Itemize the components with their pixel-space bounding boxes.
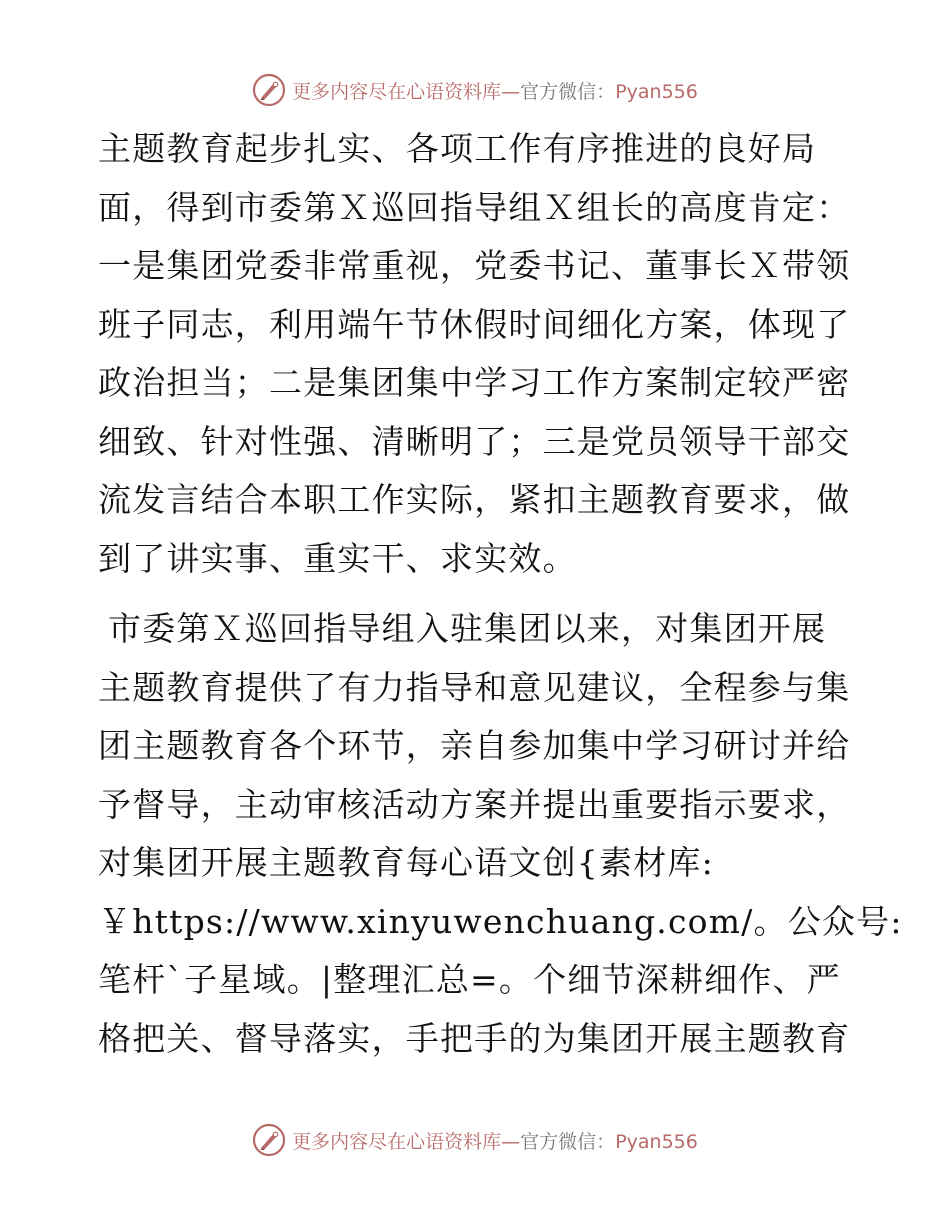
text-line: 格把关、督导落实，手把手的为集团开展主题教育 <box>98 1018 851 1058</box>
paragraph-1 <box>98 120 858 588</box>
header-watermark-banner <box>0 70 950 110</box>
watermark-dash: — <box>501 1130 521 1153</box>
watermark-wechat-label: 官方微信： <box>520 1130 616 1153</box>
text-line: 细致、针对性强、清晰明了；三是党员领导干部交 <box>98 421 851 461</box>
watermark-wechat-label: 官方微信： <box>520 80 616 103</box>
watermark-dash: — <box>501 80 521 103</box>
text-line: 面，得到市委第Ｘ巡回指导组Ｘ组长的高度肯定： <box>98 187 851 227</box>
text-line: 予督导，主动审核活动方案并提出重要指示要求， <box>98 784 851 824</box>
paragraph-spacer <box>98 588 858 600</box>
quill-pen-logo-icon <box>252 1123 286 1157</box>
footer-watermark-banner <box>0 1120 950 1160</box>
text-line: 笔杆`子星域。|整理汇总=。个细节深耕细作、严 <box>98 960 841 999</box>
paragraph-2 <box>98 600 903 1068</box>
text-line: 对集团开展主题教育每心语文创{素材库: <box>98 843 714 882</box>
text-line: 主题教育提供了有力指导和意见建议，全程参与集 <box>98 667 851 707</box>
text-line: 班子同志，利用端午节休假时间细化方案，体现了 <box>98 304 851 344</box>
document-body <box>98 120 903 1068</box>
watermark-title: 更多内容尽在心语资料库 <box>292 1130 502 1153</box>
text-line: 政治担当；二是集团集中学习工作方案制定较严密 <box>98 363 851 402</box>
watermark-title: 更多内容尽在心语资料库 <box>292 80 502 103</box>
text-line: 市委第Ｘ巡回指导组入驻集团以来，对集团开展 <box>108 609 827 648</box>
text-line: 流发言结合本职工作实际，紧扣主题教育要求，做 <box>98 480 851 519</box>
quill-pen-logo-icon <box>252 73 286 107</box>
text-line: 到了讲实事、重实干、求实效。 <box>98 538 577 578</box>
watermark-wechat-id: Pyan556 <box>615 80 698 103</box>
watermark-text <box>292 77 698 104</box>
text-line: 主题教育起步扎实、各项工作有序推进的良好局 <box>98 129 817 168</box>
text-line: ￥https://www.xinyuwenchuang.com/。公众号: <box>98 901 903 941</box>
text-line: 一是集团党委非常重视，党委书记、董事长Ｘ带领 <box>98 246 851 285</box>
text-line: 团主题教育各个环节，亲自参加集中学习研讨并给 <box>98 726 851 765</box>
watermark-text <box>292 1127 698 1154</box>
watermark-wechat-id: Pyan556 <box>615 1130 698 1153</box>
